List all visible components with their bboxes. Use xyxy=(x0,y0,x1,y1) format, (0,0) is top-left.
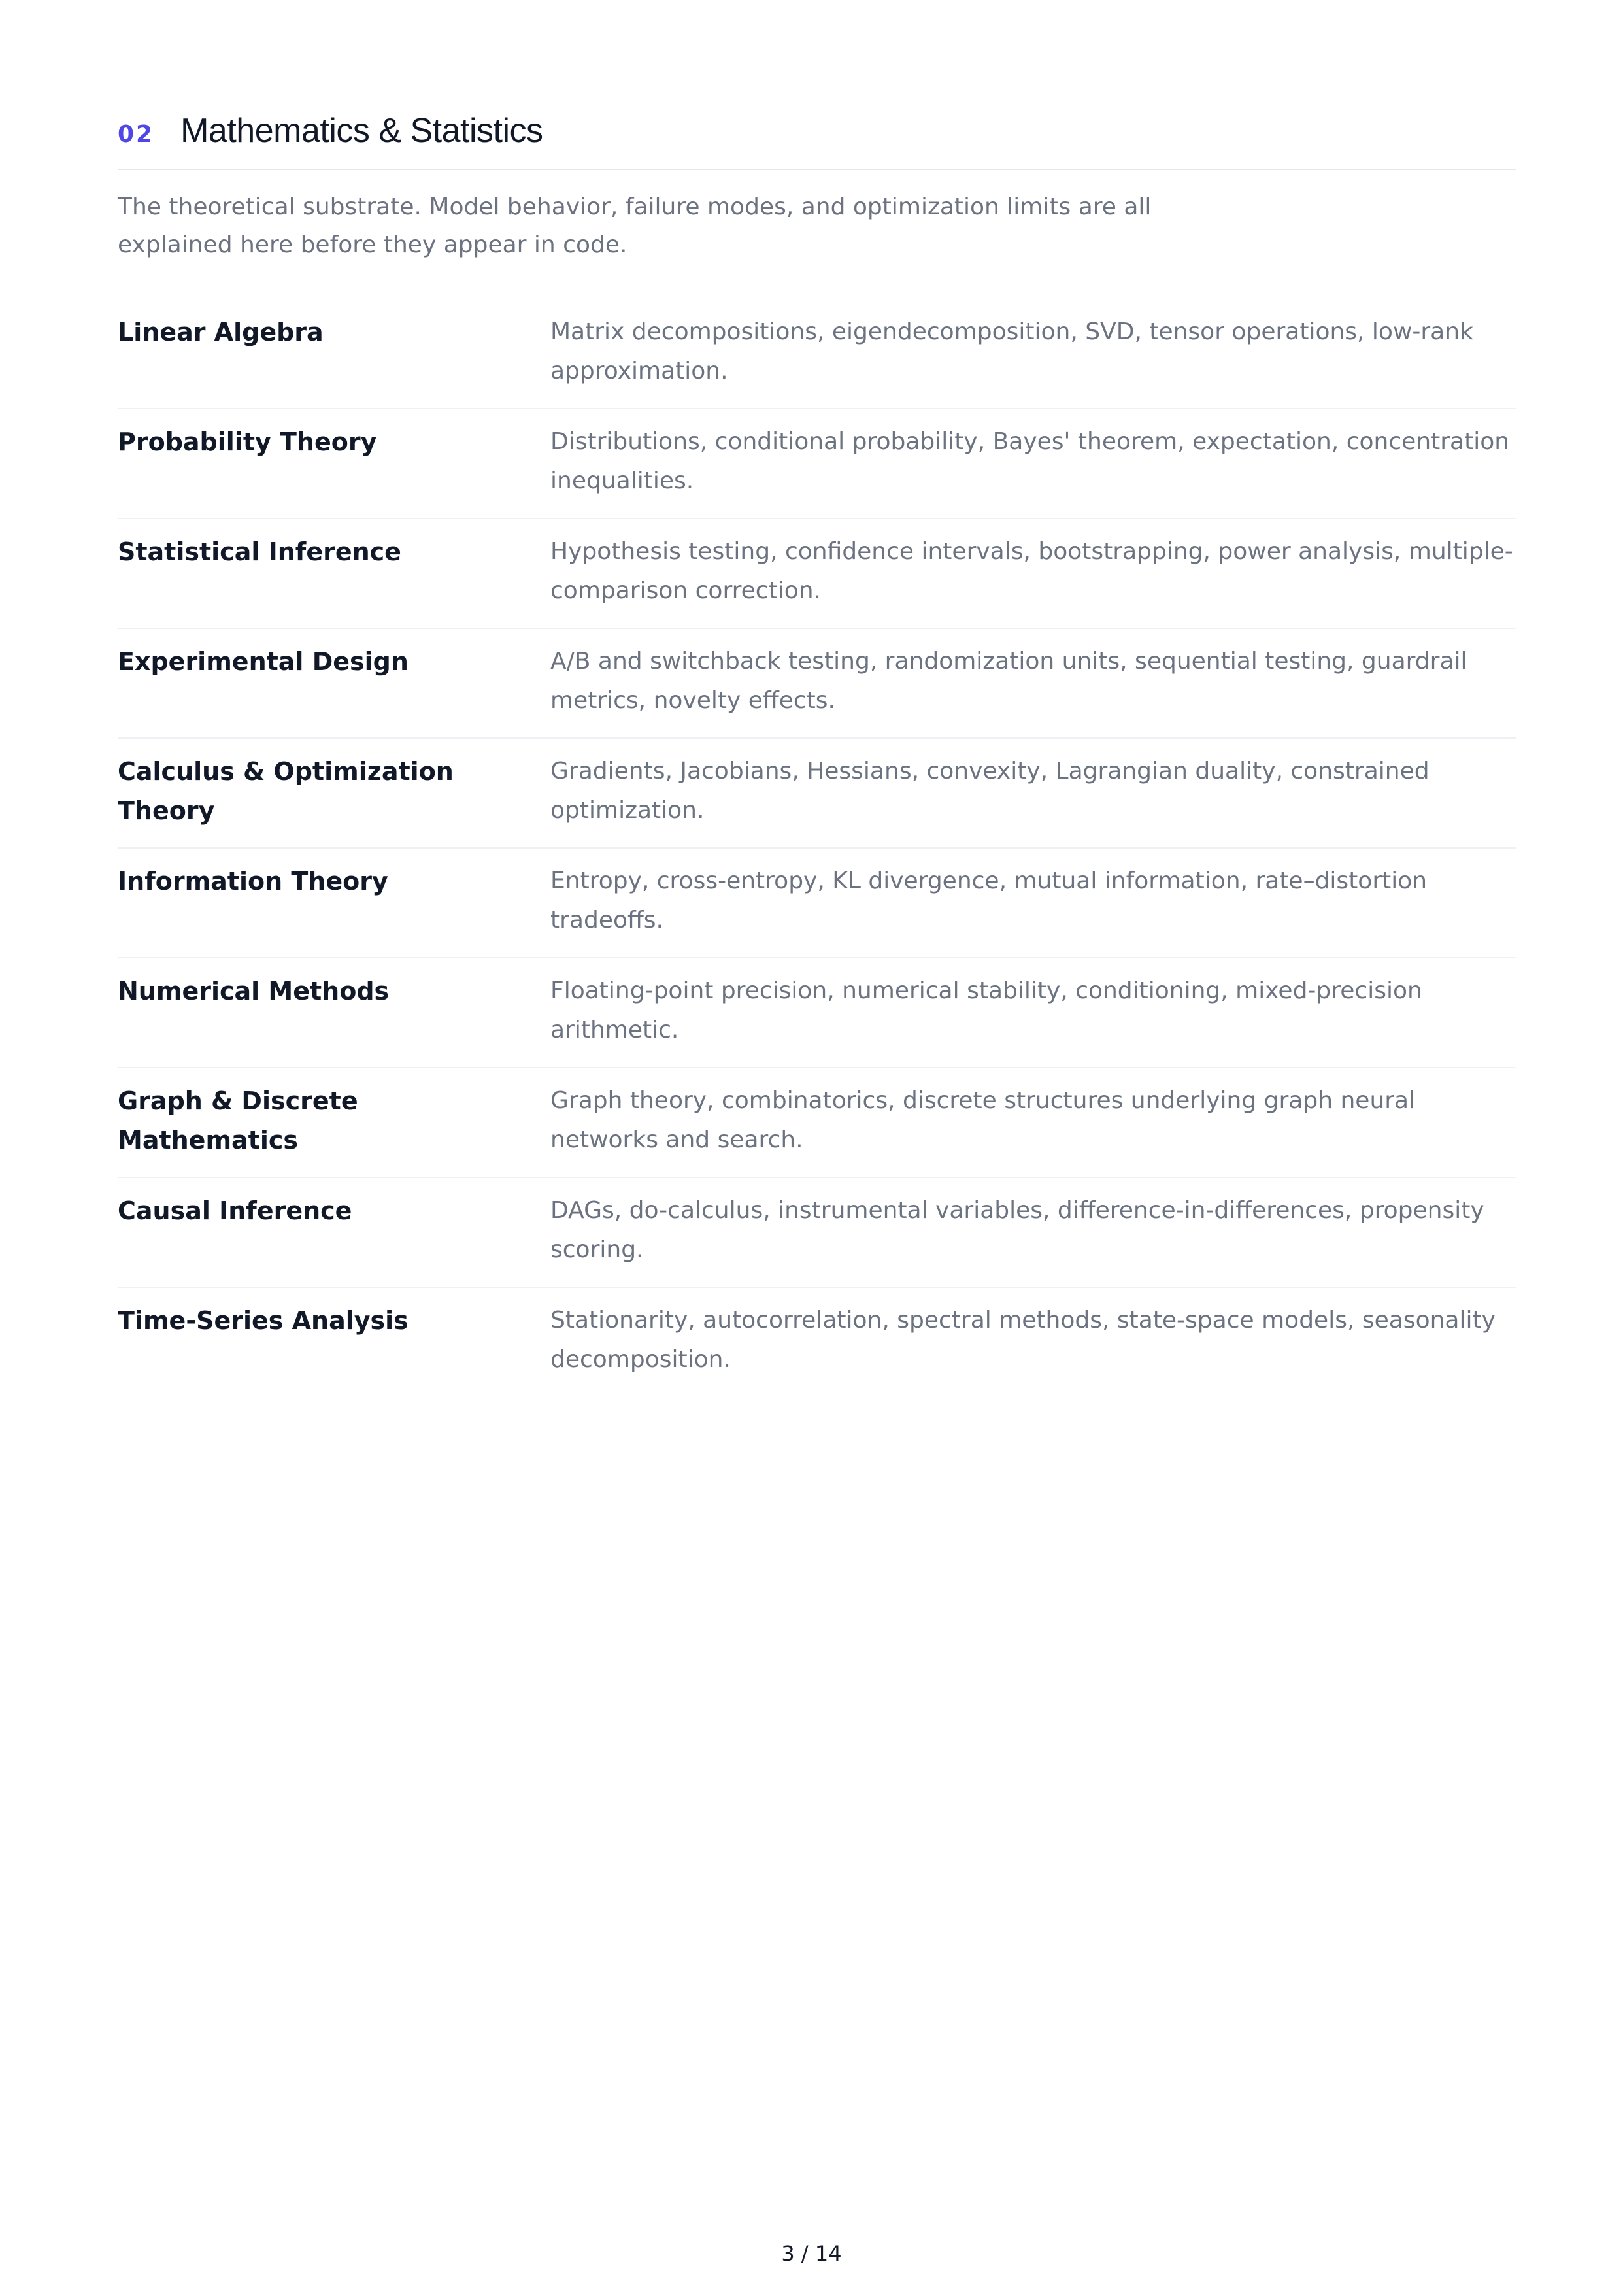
topic-name: Probability Theory xyxy=(118,428,377,456)
topic-row xyxy=(118,519,1516,629)
section-header xyxy=(118,111,1516,170)
topic-row xyxy=(118,629,1516,739)
topic-description: Hypothesis testing, confidence intervals, bootstrapping, power analysis, multiple-comparison correction. xyxy=(550,538,1513,604)
topic-description: Floating-point precision, numerical stability, conditioning, mixed-precision arithmetic. xyxy=(550,977,1422,1043)
topic-name: Calculus & Optimization Theory xyxy=(118,757,454,825)
section-number: 02 xyxy=(118,121,155,148)
topic-name: Experimental Design xyxy=(118,647,409,676)
topic-description: DAGs, do-calculus, instrumental variables, difference-in-differences, propensity scoring. xyxy=(550,1197,1484,1263)
topic-description: Distributions, conditional probability, Bayes' theorem, expectation, concentration inequalities. xyxy=(550,428,1510,494)
topic-name: Numerical Methods xyxy=(118,977,390,1005)
topic-row xyxy=(118,958,1516,1068)
topic-row xyxy=(118,849,1516,958)
topic-name: Causal Inference xyxy=(118,1196,352,1225)
topic-name: Linear Algebra xyxy=(118,318,324,346)
page-indicator: 3 / 14 xyxy=(781,2241,842,2266)
topic-row xyxy=(118,409,1516,519)
topic-name: Statistical Inference xyxy=(118,537,401,566)
topic-row xyxy=(118,1288,1516,1396)
document-page xyxy=(118,111,1516,1396)
topic-row xyxy=(118,739,1516,849)
topic-list xyxy=(118,299,1516,1396)
topic-description: Graph theory, combinatorics, discrete structures underlying graph neural networks and search. xyxy=(550,1087,1416,1153)
section-intro: The theoretical substrate. Model behavior, failure modes, and optimization limits are all explained here before they appear in code. xyxy=(118,194,1152,258)
topic-name: Information Theory xyxy=(118,867,388,896)
topic-description: Matrix decompositions, eigendecomposition, SVD, tensor operations, low-rank approximation. xyxy=(550,318,1473,384)
topic-name: Time-Series Analysis xyxy=(118,1306,409,1335)
section-title: Mathematics & Statistics xyxy=(180,112,543,150)
topic-description: Stationarity, autocorrelation, spectral methods, state-space models, seasonality decomposition. xyxy=(550,1307,1496,1373)
topic-row xyxy=(118,299,1516,409)
topic-name: Graph & Discrete Mathematics xyxy=(118,1087,358,1155)
topic-description: Gradients, Jacobians, Hessians, convexity, Lagrangian duality, constrained optimization. xyxy=(550,758,1430,824)
topic-row xyxy=(118,1068,1516,1178)
topic-description: A/B and switchback testing, randomization units, sequential testing, guardrail metrics, novelty effects. xyxy=(550,648,1467,714)
topic-description: Entropy, cross-entropy, KL divergence, mutual information, rate–distortion tradeoffs. xyxy=(550,868,1428,934)
topic-row xyxy=(118,1178,1516,1288)
